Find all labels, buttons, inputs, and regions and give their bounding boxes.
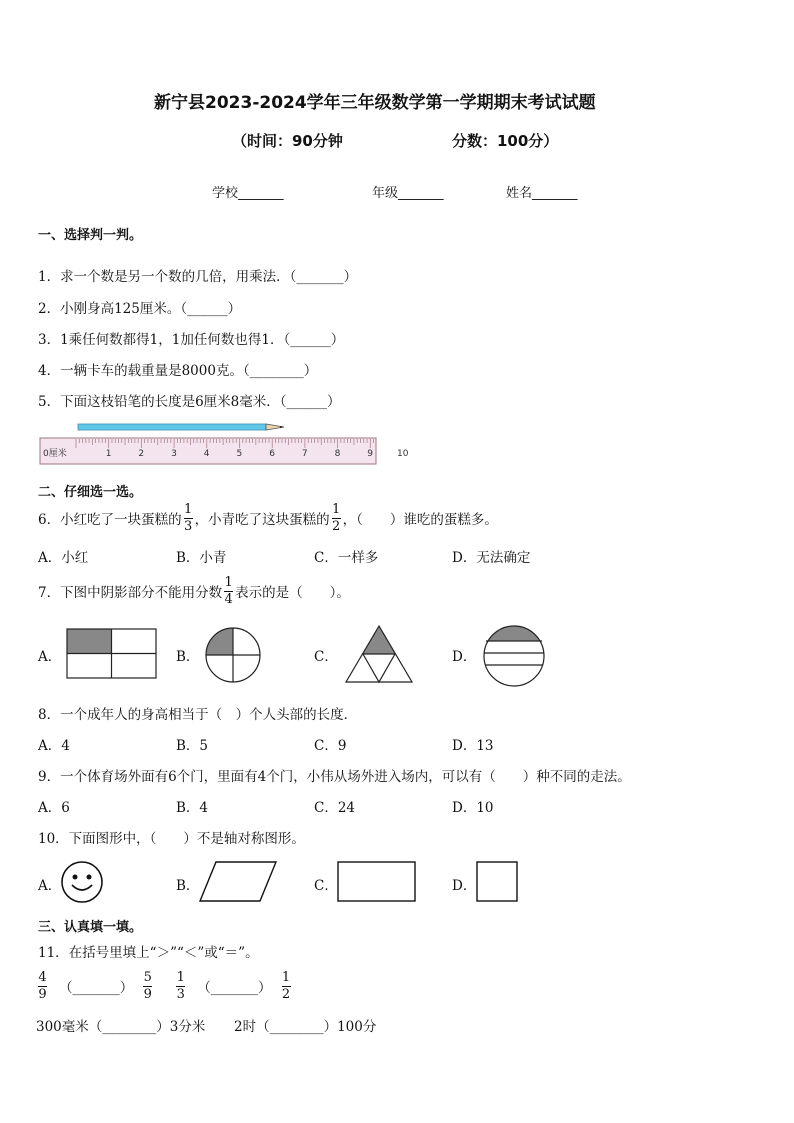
- q11-line-2b: 2时（________）100分: [234, 1019, 377, 1035]
- ruler-tick-label: 5: [236, 449, 243, 459]
- q7-option-c[interactable]: C．: [314, 649, 338, 665]
- q10-option-b[interactable]: B．: [176, 878, 200, 894]
- ruler-tick-label: 6: [269, 449, 275, 459]
- ruler-tick-label: 9: [367, 449, 374, 459]
- ruler-tick-label: 8: [334, 449, 341, 459]
- ruler-tick-label: 2: [138, 449, 145, 459]
- question-10: 10．下面图形中，（ ）不是轴对称图形。: [38, 831, 305, 847]
- ruler-tick-label: 7: [301, 449, 308, 459]
- q7-rectangle-figure[interactable]: [66, 628, 158, 680]
- question-9: 9．一个体育场外面有6个门，里面有4个门，小伟从场外进入场内，可以有（ ）种不同的走法。: [38, 769, 631, 785]
- q9-option-c[interactable]: C．24: [314, 800, 356, 816]
- q6-text-pre: 6．小红吃了一块蛋糕的: [38, 512, 182, 528]
- ruler-tick-label: 10: [397, 449, 409, 459]
- q8-option-c[interactable]: C．9: [314, 738, 347, 754]
- q6-option-c[interactable]: C．一样多: [314, 550, 379, 566]
- q7-option-d[interactable]: D．: [452, 649, 477, 665]
- q7-fraction: $\frac{1}{4}$: [224, 574, 233, 607]
- q7-text-pre: 7．下图中阴影部分不能用分数: [38, 585, 223, 601]
- q8-option-a[interactable]: A．4: [38, 738, 70, 754]
- section-2-heading: 二、仔细选一选。: [38, 485, 143, 500]
- q11-fraction-row: [36, 966, 293, 1006]
- q6-option-b[interactable]: B．小青: [176, 550, 227, 566]
- q10-square-figure[interactable]: [476, 860, 520, 904]
- section-3-heading: 三、认真填一填。: [38, 920, 143, 935]
- q11-fraction-1-3: $\frac{1}{3}$: [176, 969, 185, 1002]
- pencil-body: [78, 424, 266, 430]
- question-1: 1．求一个数是另一个数的几倍，用乘法．（_______）: [38, 269, 358, 285]
- ruler-unit-label: 0厘米: [43, 449, 67, 459]
- smiley-face-icon[interactable]: [60, 860, 104, 904]
- q7-option-b[interactable]: B．: [176, 649, 200, 665]
- ruler-pencil-figure: [40, 418, 409, 468]
- q6-text-mid: ，小青吃了这块蛋糕的: [194, 512, 330, 528]
- q10-parallelogram-figure[interactable]: [198, 860, 280, 904]
- question-8: 8．一个成年人的身高相当于（ ）个人头部的长度．: [38, 707, 358, 723]
- q6-text-post: ，（ ）谁吃的蛋糕多。: [342, 512, 498, 528]
- q7-circle-stripes-figure[interactable]: [482, 624, 546, 688]
- q11-line-2a: 300毫米（________）3分米: [36, 1019, 206, 1035]
- q10-rectangle-figure[interactable]: [337, 860, 417, 904]
- question-6: [38, 498, 498, 538]
- q7-circle-quarters-figure[interactable]: [204, 626, 262, 684]
- q9-option-a[interactable]: A．6: [38, 800, 70, 816]
- q11-fraction-5-9: $\frac{5}{9}$: [143, 969, 152, 1002]
- question-4: 4．一辆卡车的载重量是8000克。（________）: [38, 363, 318, 379]
- q10-option-d[interactable]: D．: [452, 878, 477, 894]
- page-title: 新宁县2023-2024学年三年级数学第一学期期末考试试题: [154, 93, 596, 113]
- school-field[interactable]: 学校_______: [212, 186, 284, 201]
- q6-fraction-1: $\frac{1}{3}$: [183, 501, 193, 534]
- grade-field[interactable]: 年级_______: [372, 186, 444, 201]
- ruler-tick-label: 4: [203, 449, 210, 459]
- q11-fraction-1-2: $\frac{1}{2}$: [281, 969, 291, 1002]
- question-11: 11．在括号里填上“＞”“＜”或“＝”。: [38, 945, 259, 961]
- q6-option-d[interactable]: D．无法确定: [452, 550, 531, 566]
- q7-option-a[interactable]: A．: [38, 649, 62, 665]
- ruler-tick-label: 1: [105, 449, 112, 459]
- q10-option-a[interactable]: A．: [38, 878, 62, 894]
- q9-option-b[interactable]: B．4: [176, 800, 209, 816]
- q10-option-c[interactable]: C．: [314, 878, 338, 894]
- question-3: 3．1乘任何数都得1，1加任何数也得1．（______）: [38, 332, 345, 348]
- q8-option-d[interactable]: D．13: [452, 738, 494, 754]
- pencil-lead: [280, 426, 284, 428]
- name-field[interactable]: 姓名_______: [506, 186, 578, 201]
- q11-blank-2[interactable]: （_______）: [197, 980, 272, 996]
- q11-blank-1[interactable]: （_______）: [59, 980, 134, 996]
- q6-fraction-2: $\frac{1}{2}$: [331, 501, 341, 534]
- exam-score: 分数：100分）: [452, 132, 559, 150]
- q9-option-d[interactable]: D．10: [452, 800, 494, 816]
- q7-text-post: 表示的是（ ）。: [235, 585, 350, 601]
- q6-option-a[interactable]: A．小红: [38, 550, 89, 566]
- exam-time: （时间：90分钟: [232, 132, 343, 150]
- ruler-tick-label: 3: [171, 449, 177, 459]
- question-2: 2．小刚身高125厘米。（______）: [38, 301, 242, 317]
- question-7: [38, 571, 350, 611]
- question-5: 5．下面这枝铅笔的长度是6厘米8毫米．（______）: [38, 394, 341, 410]
- section-1-heading: 一、选择判一判。: [38, 228, 143, 243]
- q11-fraction-4-9: $\frac{4}{9}$: [38, 969, 47, 1002]
- q7-triangle-figure[interactable]: [344, 624, 414, 684]
- q8-option-b[interactable]: B．5: [176, 738, 209, 754]
